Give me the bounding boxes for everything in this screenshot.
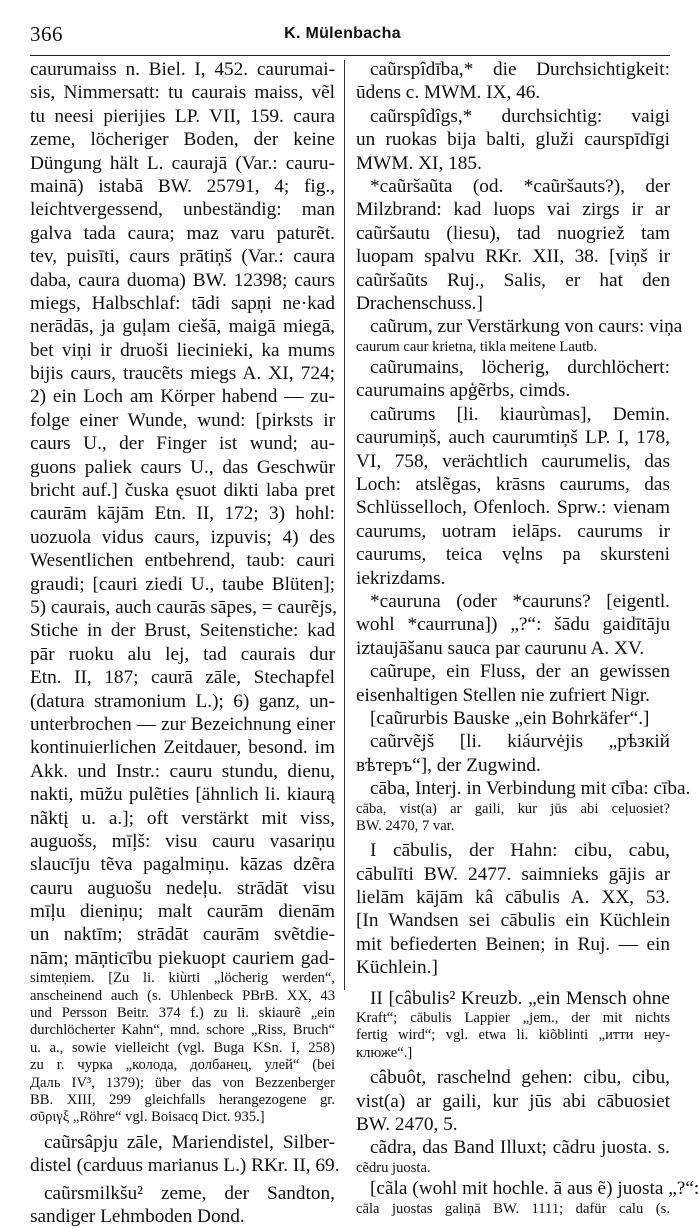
text-line: cãdra, das Band Illuxt; cãdru juosta. s. <box>370 1137 670 1159</box>
text-line: II [câbulis² Kreuzb. „ein Mensch ohne <box>370 987 670 1009</box>
text-line: MWM. XI, 185. <box>356 152 482 174</box>
text-line: cāba, Interj. in Verbindung mit cība: cība. <box>370 778 691 800</box>
text-line: caũrum, zur Verstärkung von caurs: viņa <box>370 316 683 338</box>
text-line: zu r. чурка „колода, долбанец, улей“ (bei <box>30 1057 335 1074</box>
text-line: Даль IV³, 1379); über das von Bezzenberger <box>30 1074 335 1091</box>
text-line: nãktį u. a.]; oft verstärkt mit viss, <box>30 807 335 829</box>
text-line: BW. 2470, 5. <box>356 1113 458 1135</box>
text-line: graudi; [cauri ziedi U., taube Blüten]; <box>30 573 335 595</box>
text-line: bijis caurs, traucẽts miegs A. XI, 724; <box>30 363 335 385</box>
text-line: tu neesi pierijies LP. VII, 159. caura <box>30 105 335 127</box>
text-line: daba, caura duoma) BW. 12398; caurs <box>30 269 335 291</box>
text-line: Drachenschuss.] <box>356 292 483 314</box>
text-line: sandiger Lehmboden Dond. <box>30 1205 245 1227</box>
text-line: клюже“.] <box>356 1044 413 1061</box>
text-line: caũrsâpju zāle, Mariendistel, Silber- <box>44 1131 335 1153</box>
text-line: mainā) istabā BW. 25791, 4; fig., <box>30 175 335 197</box>
page-number: 366 <box>30 22 63 46</box>
text-line: cauru auguošu nedeļu. strādāt visu <box>30 877 335 899</box>
text-line: iztaujāšanu sauca par caurunu A. XV. <box>356 637 645 659</box>
text-line: caurs U., der Finger ist wund; au- <box>30 433 335 455</box>
text-line: Wesentlichen entbehrend, taub: cauri <box>30 550 335 572</box>
text-line: I cābulis, der Hahn: cibu, cabu, <box>370 840 670 862</box>
text-line: uozuola vidus caurs, izpuvis; 4) des <box>30 526 335 548</box>
text-line: [In Wandsen sei cābulis ein Küchlein <box>356 910 670 932</box>
text-line: un ruokas bija balti, gluži caurspīdīgi <box>356 129 670 151</box>
text-line: *caũršaũta (od. *caũršauts?), der <box>370 175 670 197</box>
text-line: u. a., sowie vielleicht (vgl. Bugа KSn. I, 258) <box>30 1039 335 1056</box>
text-line: Loch: atslẽgas, krāsns caurums, das <box>356 474 670 496</box>
text-line: cāla juostas galiņā BW. 1111; dafür calu (s. <box>356 1200 670 1217</box>
text-line: caũrumains, löcherig, durchlöchert: <box>370 357 670 379</box>
text-line: Düngung hält L. caurajā (Var.: cauru- <box>30 152 335 174</box>
text-line: Etn. II, 187; caurā zāle, Stechapfel <box>30 667 335 689</box>
text-line: vist(a) ar gaili, kur jūs abi cābuosiet <box>356 1090 670 1112</box>
text-line: *cauruna (oder *cauruns? [eigentl. <box>370 590 670 612</box>
text-line: caũrspîdîgs,* durchsichtig: vaigi <box>370 105 670 127</box>
text-line: durchlöcherter Kahn“, mnd. schore „Riss, Bruch“ <box>30 1022 335 1039</box>
text-line: luopam spalvu RKr. XII, 38. [viņš ir <box>356 246 670 268</box>
text-line: sis, Nimmersatt: tu caurais maiss, vẽl <box>30 82 335 104</box>
text-line: caũrvẽjš [li. kiáurvėjis „рѣзкій <box>370 731 670 753</box>
text-line: caurumaiss n. Biel. I, 452. caurumai- <box>30 59 335 80</box>
text-line: zeme, löcheriger Boden, der keine <box>30 129 335 151</box>
column-divider <box>344 60 345 990</box>
text-line: wohl *caurruna]) „?“: šādu gaidītāju <box>356 614 670 636</box>
text-line: вѣтеръ“], der Zugwind. <box>356 754 541 776</box>
text-line: nerādās, ja guļam ciešā, maigā miegā, <box>30 316 335 338</box>
text-line: 2) ein Loch am Körper habend — zu- <box>30 386 335 408</box>
text-line: caurumiņš, auch caurumtiņš LP. I, 178, <box>356 427 670 449</box>
text-line: Milzbrand: kad luops vai zirgs ir ar <box>356 199 670 221</box>
text-line: caurums, teica vęlns pa skursteni <box>356 544 670 566</box>
text-line: caũršaũts Ruj., Salis, er hat den <box>356 269 670 291</box>
text-line: Küchlein.] <box>356 957 438 979</box>
text-line: iekrizdams. <box>356 567 446 589</box>
text-line: câbuôt, raschelnd gehen: cibu, cibu, <box>370 1067 670 1089</box>
text-line: kontinuierlichen Zeitdauer, besond. im <box>30 737 335 759</box>
text-line: BB. XIII, 299 gleichfalls herangezogene gr. <box>30 1091 335 1108</box>
right-column <box>356 58 699 1217</box>
text-line: mīļu dieniņu; malt caurām dienām <box>30 901 335 923</box>
text-line: auguošs, mīļš: visu cauru vasariņu <box>30 830 335 852</box>
text-line: slaucīju tẽva pagalmiņu. kāzas dzẽra <box>30 854 335 876</box>
text-line: Akk. und Instr.: cauru stundu, dienu, <box>30 760 335 782</box>
text-line: (datura stramonium L.); 6) ganz, un- <box>30 690 335 712</box>
text-line: bet viņi ir druoši liecinieki, ka mums <box>30 339 335 361</box>
text-line: un naktīm; strādāt caurām svẽtdie- <box>30 924 335 946</box>
text-line: cāba, vist(a) ar gaili, kur jūs abi ceļuosiet? <box>356 800 670 817</box>
text-line: caũrums [li. kiaurùmas], Demin. <box>370 403 670 425</box>
text-line: [caũrurbis Bauske „ein Bohrkäfer“.] <box>370 707 650 729</box>
text-line: distel (carduus marianus L.) RKr. II, 69. <box>30 1155 340 1177</box>
text-line: ūdens c. MWM. IX, 46. <box>356 82 541 104</box>
text-line: Stiche in der Brust, Seitenstiche: kad <box>30 620 335 642</box>
text-line: cẽdru juosta. <box>356 1159 431 1176</box>
text-line: folge einer Wunde, wund: [pirksts ir <box>30 409 335 431</box>
text-line: und Persson Beitr. 374 f.) zu li. skiaurẽ „ein <box>30 1005 335 1022</box>
left-column <box>30 58 340 1227</box>
text-line: [cãla (wohl mit hochle. ā aus ẽ) juosta „?“: <box>370 1178 699 1200</box>
text-line: eisenhaltigen Stellen nie zufriert Nigr. <box>356 684 650 706</box>
text-line: leichtvergessend, unbeständig: man <box>30 199 335 221</box>
text-line: σῦριγξ „Röhre“ vgl. Boisacq Dict. 935.] <box>30 1109 265 1126</box>
text-line: simteņiem. [Zu li. kiùrti „löcherig werden“, <box>30 970 335 987</box>
text-line: 5) caurais, auch caurās sāpes, = caurẽjs, <box>30 596 337 618</box>
text-line: anscheinend auch (s. Uhlenbeck PBrB. XX, 43 <box>30 987 335 1004</box>
text-line: nakti, mūžu pulẽties [ähnlich li. kiaurą <box>30 784 335 806</box>
text-line: tev, puisīti, caurs prātiņš (Var.: caura <box>30 246 335 268</box>
text-line: cābulīti BW. 2477. saimnieks gājis ar <box>356 863 670 885</box>
text-line: bricht auf.] čuska ęsuot dikti laba pret <box>30 480 335 502</box>
text-line: Schlüsselloch, Ofenloch. Sprw.: vienam <box>356 497 670 519</box>
text-line: guons paliek caurs U., das Geschwür <box>30 456 335 478</box>
text-line: unterbrochen — zur Bezeichnung einer <box>30 713 335 735</box>
running-title: K. Mülenbacha <box>284 25 401 42</box>
text-line: fertig wird“; vgl. etwa li. kiõblinti „итти неу- <box>356 1027 670 1044</box>
text-line: caurum caur krietna, tikla meitene Lautb. <box>356 338 598 355</box>
text-line: caũršautu (liesu), tad nuogriež tam <box>356 222 670 244</box>
text-line: pār ruoku alu lej, tad caurais dur <box>30 643 335 665</box>
text-line: VI, 758, verächtlich caurumelis, das <box>356 450 670 472</box>
text-line: caũrspîdība,* die Durchsichtigkeit: <box>370 59 670 80</box>
text-line: lielām kājām kâ cābulis A. XX, 53. <box>356 887 670 909</box>
text-line: nām; māņticību piekuopt cauriem gad- <box>30 947 335 969</box>
header-rule <box>30 55 670 56</box>
text-line: caũrupe, ein Fluss, der an gewissen <box>370 661 670 683</box>
text-line: BW. 2470, 7 var. <box>356 817 455 834</box>
text-line: caurām kājām Etn. II, 172; 3) hohl: <box>30 503 335 525</box>
text-line: galva tada caura; maz varu paturẽt. <box>30 222 335 244</box>
text-line: mit befiederten Beinen; in Ruj. — ein <box>356 933 670 955</box>
text-line: miegs, Halbschlaf: tādi sapņi ne·kad <box>30 292 335 314</box>
text-line: caũrsmilkšu² zeme, der Sandton, <box>44 1182 335 1204</box>
text-line: caurums, uotram ielāps. caurums ir <box>356 520 670 542</box>
text-line: caurumains apģẽrbs, cimds. <box>356 380 571 402</box>
text-line: Kraft“; cābulis Lappier „jem., der mit nichts <box>356 1010 670 1027</box>
